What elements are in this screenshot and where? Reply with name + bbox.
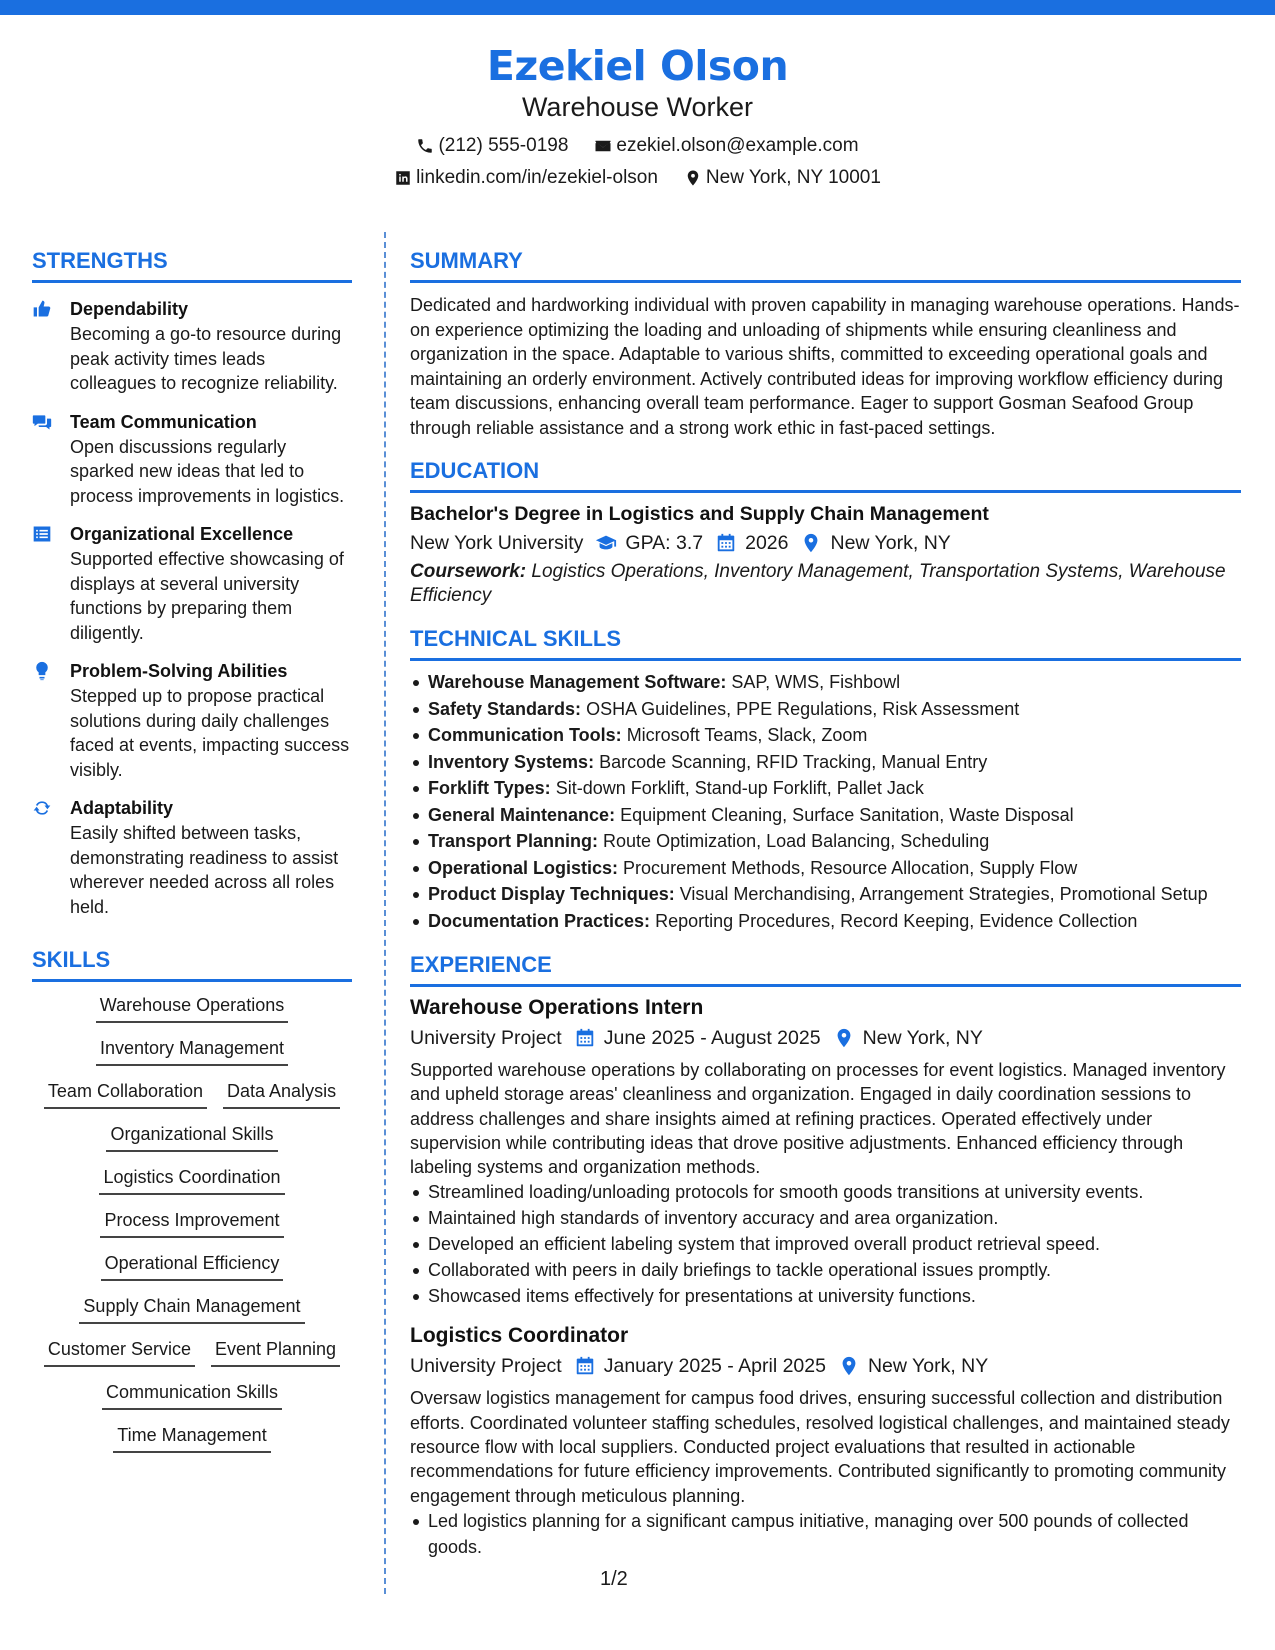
phone-text: (212) 555-0198: [438, 135, 569, 156]
comments-icon: [32, 412, 52, 432]
linkedin-text: linkedin.com/in/ezekiel-olson: [416, 167, 658, 188]
strength-title: Team Communication: [70, 411, 257, 432]
experience-heading: EXPERIENCE: [410, 950, 1241, 987]
technical-skills-heading: TECHNICAL SKILLS: [410, 624, 1241, 661]
skill-tag: Process Improvement: [100, 1207, 283, 1238]
summary-heading: SUMMARY: [410, 246, 1241, 283]
skill-tag: Data Analysis: [223, 1078, 340, 1109]
list-item: Showcased items effectively for presentations at university functions.: [410, 1283, 1241, 1309]
calendar-icon: [715, 532, 737, 554]
skill-tag: Operational Efficiency: [101, 1250, 284, 1281]
thumbs-up-icon: [32, 299, 52, 319]
strength-title: Dependability: [70, 299, 189, 319]
calendar-icon: [574, 1355, 596, 1377]
coursework: [410, 560, 1241, 608]
skill-tag: Event Planning: [211, 1336, 340, 1367]
skill-tag: Customer Service: [44, 1336, 195, 1367]
job-location: New York, NY: [862, 1027, 983, 1049]
gpa-text: GPA: 3.7: [625, 532, 704, 554]
email-contact[interactable]: [594, 132, 858, 160]
job-org: University Project: [410, 1027, 562, 1049]
list-item: Operational Logistics: Procurement Methods, Resource Allocation, Supply Flow: [410, 855, 1241, 882]
location-text: New York, NY 10001: [705, 167, 881, 188]
list-item: Safety Standards: OSHA Guidelines, PPE Regulations, Risk Assessment: [410, 696, 1241, 723]
linkedin-contact[interactable]: [394, 164, 658, 192]
lightbulb-icon: [32, 661, 52, 681]
job-title: Logistics Coordinator: [410, 1324, 629, 1348]
strength-desc: Easily shifted between tasks, demonstrating readiness to assist wherever needed across all roles held.: [70, 823, 339, 917]
school-name: New York University: [410, 532, 584, 554]
school-location: New York, NY: [830, 532, 951, 554]
list-item: Documentation Practices: Reporting Procedures, Record Keeping, Evidence Collection: [410, 908, 1241, 935]
list-item: Communication Tools: Microsoft Teams, Slack, Zoom: [410, 722, 1241, 749]
job-org: University Project: [410, 1355, 562, 1378]
column-divider: [384, 232, 386, 1594]
contact-row-1: [0, 132, 1275, 160]
map-pin-icon: [800, 532, 822, 554]
strength-item: [32, 297, 352, 396]
job-bullets: [410, 1508, 1241, 1560]
page-number: 1/2: [600, 1568, 628, 1590]
location-contact: [684, 164, 881, 192]
skill-tag: Communication Skills: [102, 1379, 282, 1410]
list-item: Maintained high standards of inventory accuracy and area organization.: [410, 1205, 1241, 1231]
map-pin-icon: [833, 1027, 855, 1049]
coursework-list: Logistics Operations, Inventory Management, Transportation Systems, Warehouse Efficiency: [410, 561, 1226, 606]
strength-title: Organizational Excellence: [70, 524, 294, 544]
strengths-heading: STRENGTHS: [32, 246, 352, 283]
contact-row-2: [0, 164, 1275, 192]
strength-item: [32, 522, 352, 645]
list-item: Product Display Techniques: Visual Merchandising, Arrangement Strategies, Promotional Setup: [410, 881, 1241, 908]
skill-tag: Supply Chain Management: [79, 1293, 304, 1324]
list-item: Transport Planning: Route Optimization, Load Balancing, Scheduling: [410, 828, 1241, 855]
phone-icon: [416, 137, 434, 155]
job-description: Supported warehouse operations by collaborating on processes for event logistics. Managed inventory and upheld storage areas' cleanliness and organization. Engaged in daily coordination sessions to address challenges and share insights aimed at refining practices. Operated effectively under supervision while contributing ideas that drove positive adjustments. Enhanced efficiency through labeling systems and organization methods.: [410, 1060, 1226, 1178]
map-pin-icon: [838, 1355, 860, 1377]
strength-desc: Open discussions regularly sparked new ideas that led to process improvements in logistics.: [70, 436, 345, 506]
job-bullets: [410, 1179, 1241, 1309]
skill-tag: Warehouse Operations: [96, 992, 288, 1023]
calendar-icon: [574, 1027, 596, 1049]
job-dates: June 2025 - August 2025: [603, 1027, 821, 1049]
strength-desc: Stepped up to propose practical solutions during daily challenges faced at events, impacting success visibly.: [70, 686, 350, 780]
map-pin-icon: [684, 169, 702, 187]
skills-heading: SKILLS: [32, 945, 352, 982]
graduation-cap-icon: [595, 532, 617, 554]
strength-title: Problem-Solving Abilities: [70, 661, 288, 681]
strength-desc: Supported effective showcasing of displays at several university functions by preparing them diligently.: [70, 549, 344, 643]
job-meta: [410, 1351, 1241, 1381]
envelope-icon: [594, 137, 612, 155]
resume-header: [0, 40, 1275, 192]
list-item: Led logistics planning for a significant campus initiative, managing over 500 pounds of collected goods.: [410, 1508, 1241, 1560]
skills-list: [32, 992, 352, 1465]
list-item: Forklift Types: Sit-down Forklift, Stand-up Forklift, Pallet Jack: [410, 775, 1241, 802]
strength-item: [32, 796, 352, 919]
education-heading: EDUCATION: [410, 456, 1241, 493]
skill-tag: Logistics Coordination: [99, 1164, 284, 1195]
coursework-label: Coursework:: [410, 561, 527, 582]
list-item: Inventory Systems: Barcode Scanning, RFID Tracking, Manual Entry: [410, 749, 1241, 776]
skill-tag: Inventory Management: [96, 1035, 288, 1066]
skill-tag: Team Collaboration: [44, 1078, 207, 1109]
strength-desc: Becoming a go-to resource during peak activity times leads colleagues to recognize reliability.: [70, 324, 342, 393]
job-description: Oversaw logistics management for campus food drives, ensuring successful collection and distribution efforts. Coordinated volunteer staffing schedules, resolved logistical challenges, and maintained steady resource flow with local suppliers. Conducted project evaluations that resulted in actionable recommendations for future efficiency improvements. Contributed significantly to promoting community engagement through meticulous planning.: [410, 1388, 1230, 1506]
list-item: General Maintenance: Equipment Cleaning, Surface Sanitation, Waste Disposal: [410, 802, 1241, 829]
job-entry: [410, 1321, 1241, 1559]
skill-tag: Organizational Skills: [106, 1121, 277, 1152]
list-item: Streamlined loading/unloading protocols for smooth goods transitions at university events.: [410, 1179, 1241, 1205]
skill-tag: Time Management: [113, 1422, 270, 1453]
left-column: [32, 246, 352, 1465]
right-column: [410, 246, 1241, 1560]
job-title: Warehouse Operations Intern: [410, 996, 704, 1019]
sync-icon: [32, 798, 52, 818]
summary-text: Dedicated and hardworking individual with proven capability in managing warehouse operations. Hands-on experience optimizing the loading and unloading of shipments while ensuring cleanliness and organization in the space. Adaptable to various shifts, committed to exceeding operational goals and maintaining an orderly environment. Actively contributed ideas for improving workflow efficiency during team discussions, enhancing overall team performance. Eager to support Gosman Seafood Group through reliable assistance and a strong work ethic in fast-paced settings.: [410, 295, 1240, 438]
candidate-role: Warehouse Worker: [521, 92, 754, 122]
list-item: Developed an efficient labeling system that improved overall product retrieval speed.: [410, 1231, 1241, 1257]
strength-item: [32, 659, 352, 782]
strength-title: Adaptability: [70, 798, 174, 818]
job-entry: [410, 993, 1241, 1309]
job-meta: [410, 1023, 1241, 1053]
top-accent-bar: [0, 0, 1275, 15]
strength-item: [32, 410, 352, 509]
list-icon: [32, 524, 52, 544]
education-meta: [410, 528, 1241, 558]
phone-contact[interactable]: [416, 132, 568, 160]
job-location: New York, NY: [867, 1355, 989, 1378]
email-text: ezekiel.olson@example.com: [616, 135, 859, 156]
linkedin-icon: [394, 169, 412, 187]
technical-skills-list: [410, 669, 1241, 934]
degree-title: Bachelor's Degree in Logistics and Supply Chain Management: [410, 503, 989, 525]
graduation-year: 2026: [745, 532, 789, 554]
list-item: Collaborated with peers in daily briefings to tackle operational issues promptly.: [410, 1257, 1241, 1283]
list-item: Warehouse Management Software: SAP, WMS, Fishbowl: [410, 669, 1241, 696]
job-dates: January 2025 - April 2025: [603, 1355, 826, 1378]
candidate-name: Ezekiel Olson: [486, 42, 789, 90]
